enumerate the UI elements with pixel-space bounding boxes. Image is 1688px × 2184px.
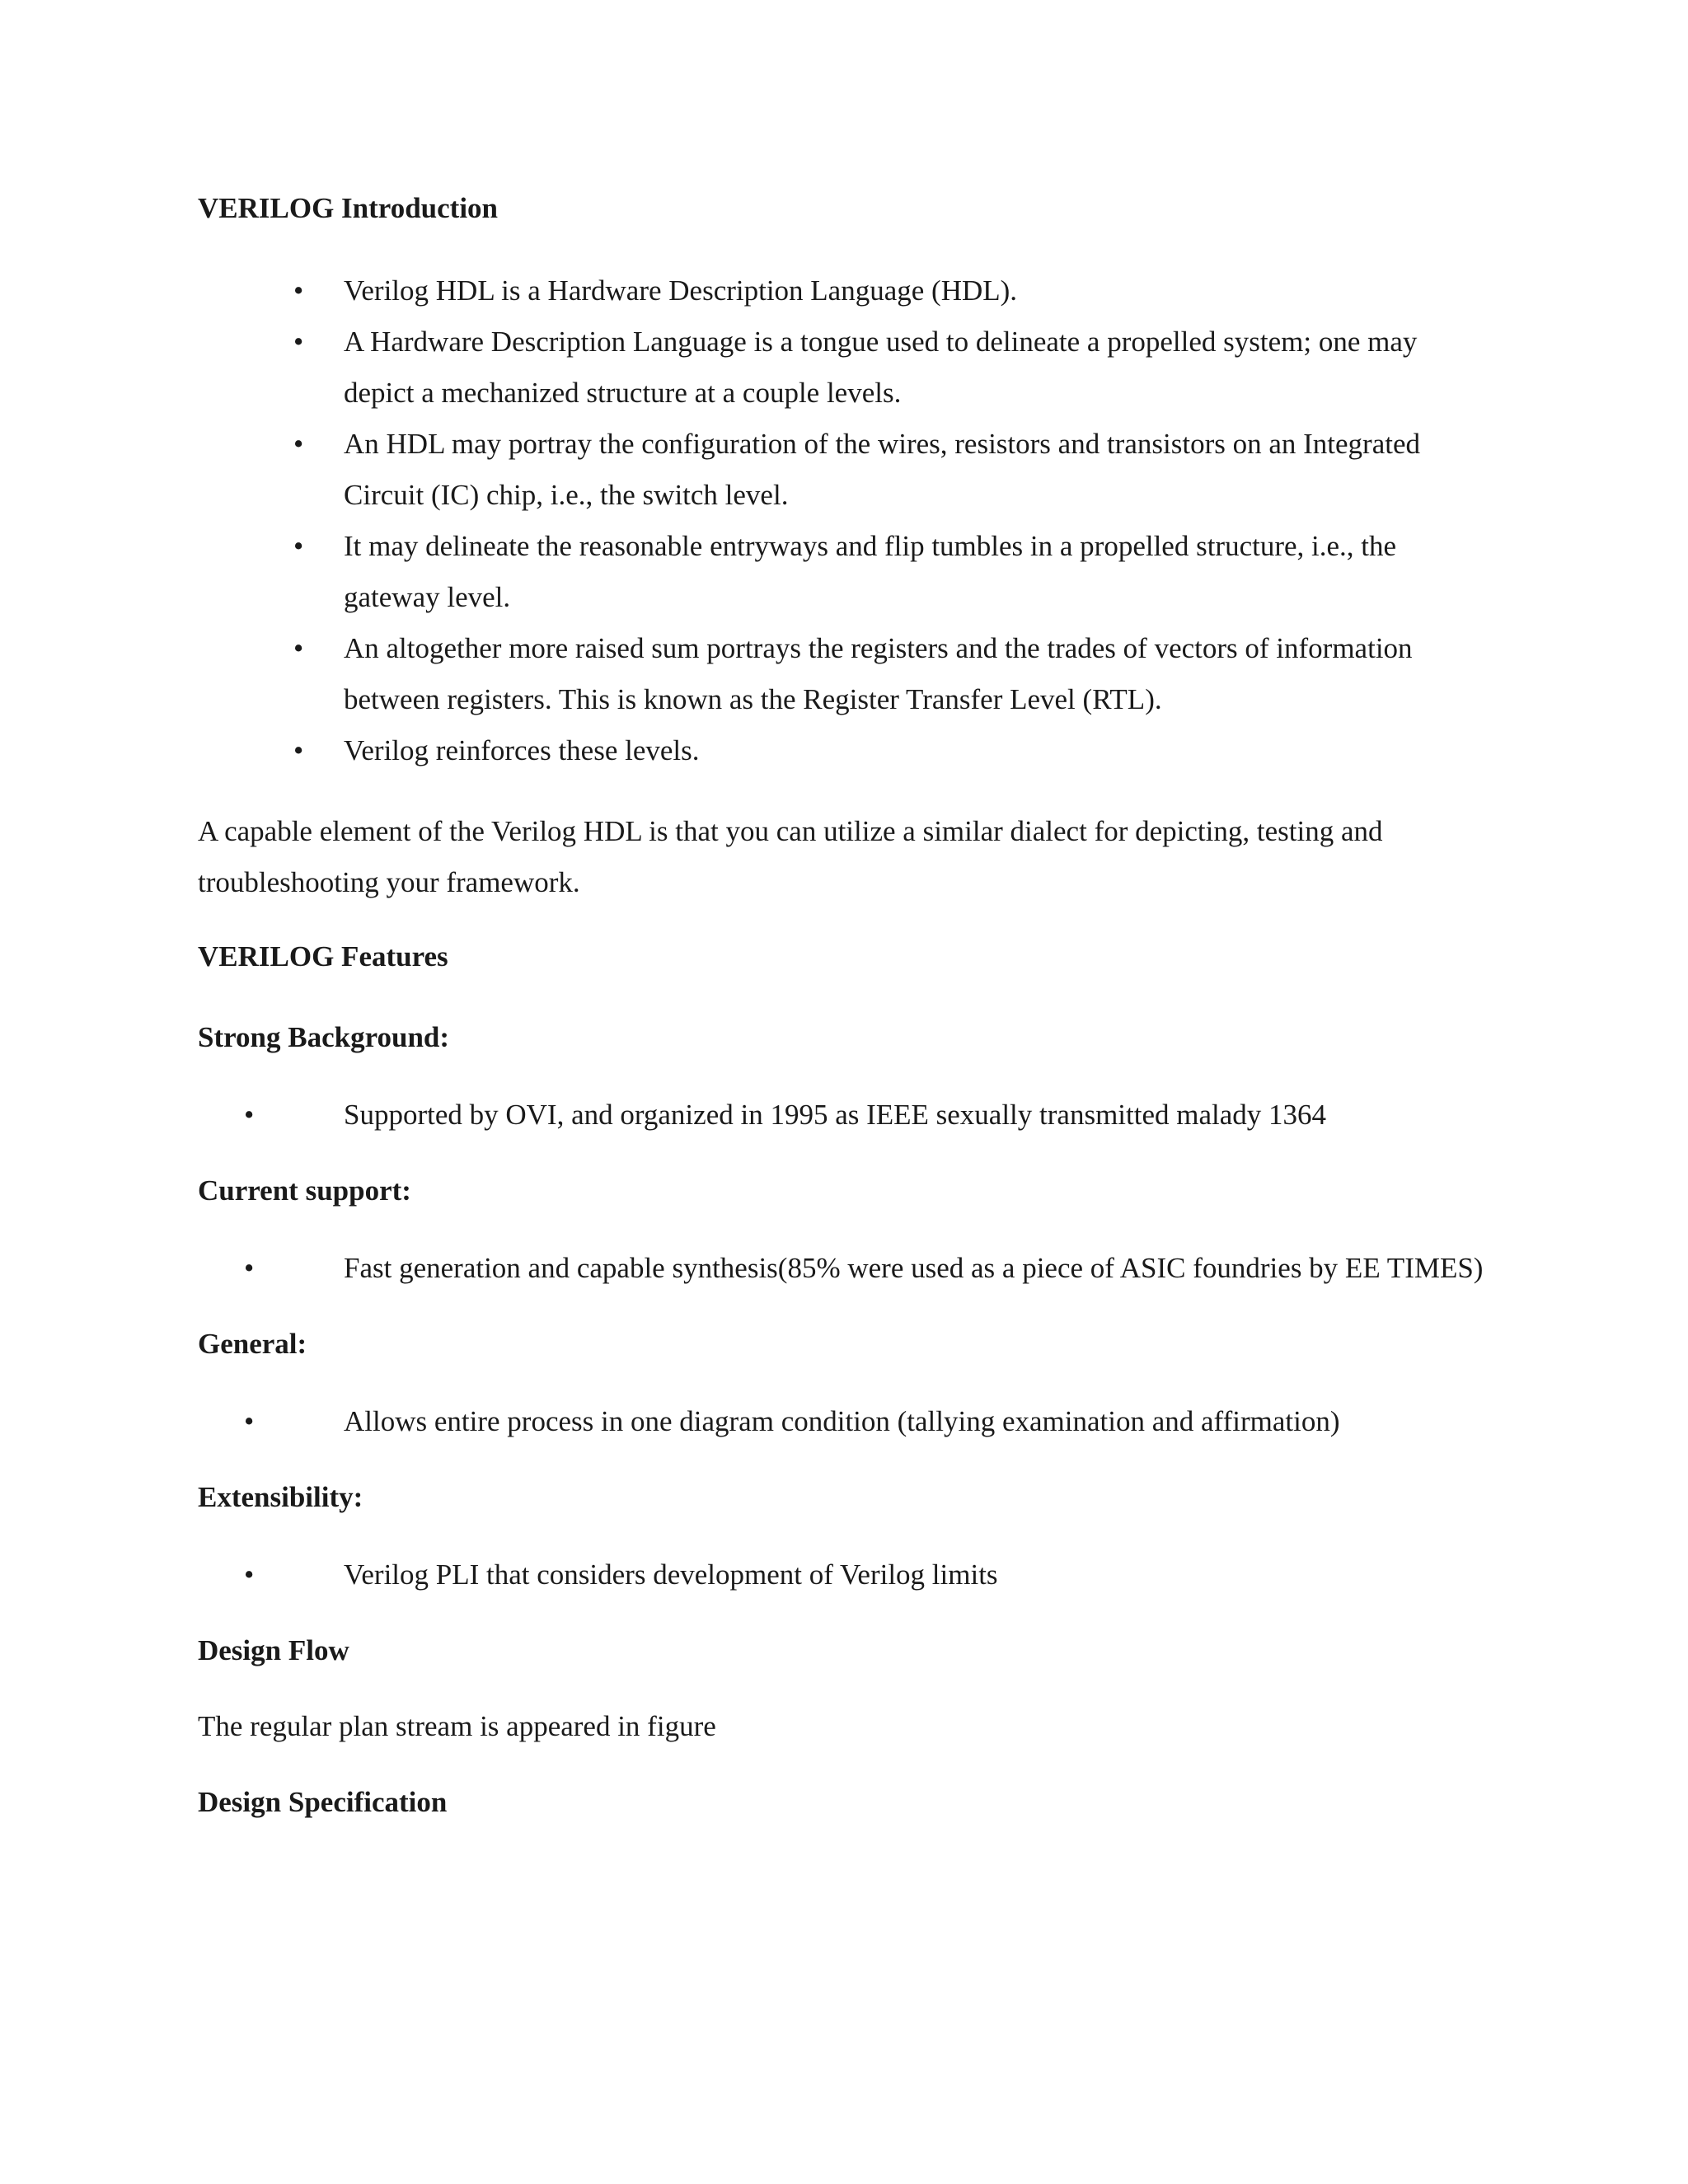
features-heading: VERILOG Features — [198, 940, 448, 972]
design-spec-heading: Design Specification — [198, 1786, 448, 1818]
bullet-icon: • — [293, 530, 304, 562]
list-item — [198, 419, 1484, 521]
section-title-current-support: Current support: — [198, 1174, 411, 1207]
list-item-text: Supported by OVI, and organized in 1995 as IEEE sexually transmitted malady 1364 — [344, 1099, 1327, 1131]
intro-paragraph: A capable element of the Verilog HDL is that you can utilize a similar dialect for depicting, testing and troubleshooting your framework. — [198, 815, 1383, 898]
list-item-text: Verilog HDL is a Hardware Description Language (HDL). — [344, 274, 1018, 307]
strong-background-list — [198, 1090, 1484, 1141]
list-item — [198, 1396, 1484, 1447]
bullet-icon: • — [244, 1558, 255, 1591]
current-support-list — [198, 1243, 1484, 1294]
list-item-text: An altogether more raised sum portrays the registers and the trades of vectors of information between registers. This is known as the Register Transfer Level (RTL). — [344, 632, 1413, 715]
list-item — [198, 1549, 1484, 1601]
list-item-text: It may delineate the reasonable entryways and flip tumbles in a propelled structure, i.e., the gateway level. — [344, 530, 1397, 613]
intro-bullet-list — [198, 265, 1484, 776]
bullet-icon: • — [293, 428, 304, 460]
design-flow-heading: Design Flow — [198, 1634, 349, 1666]
bullet-icon: • — [244, 1405, 255, 1437]
list-item-text: An HDL may portray the configuration of the wires, resistors and transistors on an Integrated Circuit (IC) chip, i.e., the switch level. — [344, 428, 1420, 511]
list-item — [198, 521, 1484, 623]
bullet-icon: • — [293, 632, 304, 664]
list-item-text: Fast generation and capable synthesis(85% were used as a piece of ASIC foundries by EE TIMES) — [344, 1252, 1484, 1284]
list-item — [198, 265, 1484, 316]
bullet-icon: • — [244, 1252, 255, 1284]
extensibility-list — [198, 1549, 1484, 1601]
section-title-strong-background: Strong Background: — [198, 1021, 450, 1053]
bullet-icon: • — [293, 734, 304, 766]
list-item — [198, 316, 1484, 419]
bullet-icon: • — [293, 326, 304, 358]
intro-heading: VERILOG Introduction — [198, 192, 499, 224]
list-item-text: A Hardware Description Language is a tongue used to delineate a propelled system; one may depict a mechanized structure at a couple levels. — [344, 326, 1418, 409]
list-item — [198, 1090, 1484, 1141]
list-item — [198, 725, 1484, 776]
list-item — [198, 623, 1484, 725]
list-item-text: Verilog PLI that considers development of Verilog limits — [344, 1558, 998, 1591]
general-list — [198, 1396, 1484, 1447]
design-flow-paragraph: The regular plan stream is appeared in figure — [198, 1710, 716, 1742]
document-page — [198, 188, 1484, 1823]
list-item-text: Allows entire process in one diagram condition (tallying examination and affirmation) — [344, 1405, 1340, 1437]
section-title-extensibility: Extensibility: — [198, 1481, 363, 1513]
list-item-text: Verilog reinforces these levels. — [344, 734, 700, 766]
section-title-general: General: — [198, 1328, 307, 1360]
bullet-icon: • — [293, 274, 304, 307]
list-item — [198, 1243, 1484, 1294]
bullet-icon: • — [244, 1099, 255, 1131]
